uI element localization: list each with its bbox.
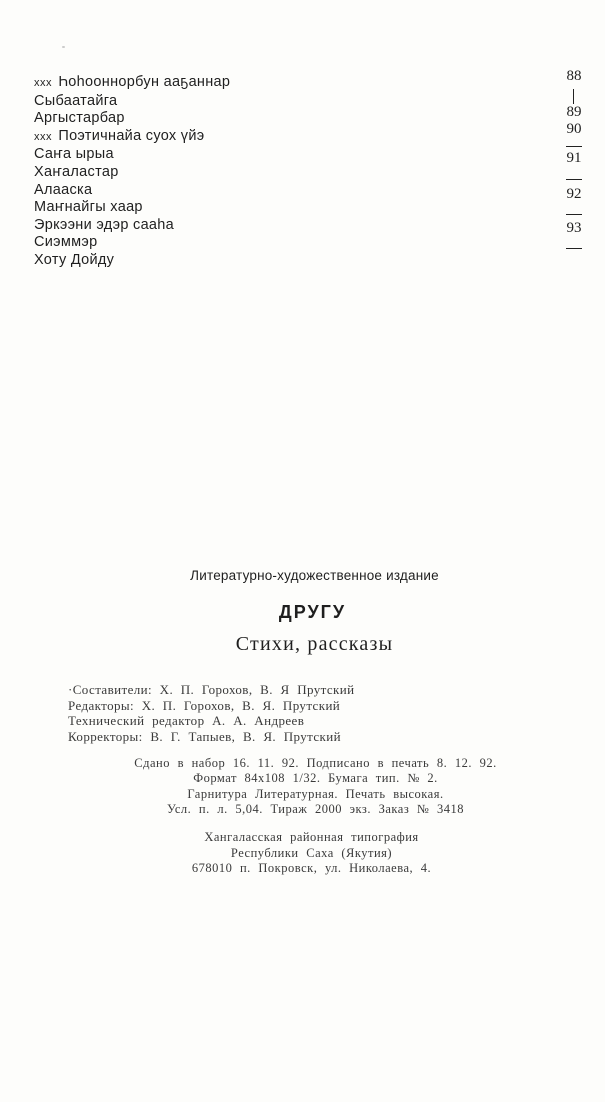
dash-divider	[566, 248, 582, 249]
toc-entry[interactable]	[34, 217, 284, 235]
toc-entry[interactable]	[34, 234, 284, 252]
toc-entry-prefix: xxx	[34, 77, 52, 89]
toc-entry-title: Алааска	[34, 181, 93, 198]
toc-entry[interactable]	[34, 110, 284, 128]
toc-entry[interactable]	[34, 74, 284, 93]
toc-entry-title: Маҥнайгы хаар	[34, 199, 143, 216]
table-of-contents	[34, 74, 284, 270]
print-info-line: Гарнитура Литературная. Печать высокая.	[187, 786, 444, 801]
dash-divider	[566, 214, 582, 215]
toc-entry-title: Поэтичнайа суох үйэ	[58, 127, 205, 144]
dash-divider	[566, 146, 582, 147]
credit-line: ·Составители: Х. П. Горохов, В. Я Прутский	[68, 682, 355, 697]
toc-entry-title: Хаҥаластар	[34, 163, 119, 180]
toc-entry[interactable]	[34, 164, 284, 182]
printer-address	[0, 830, 605, 877]
credit-line: Технический редактор А. А. Андреев	[68, 713, 305, 728]
toc-entry[interactable]	[34, 128, 284, 147]
credits	[68, 682, 354, 744]
credit-line: Редакторы: Х. П. Горохов, В. Я. Прутский	[68, 697, 341, 713]
toc-entry[interactable]	[34, 199, 284, 217]
page-number: 93	[566, 220, 582, 236]
printer-line: Республики Саха (Якутия)	[230, 845, 393, 860]
toc-entry-prefix: xxx	[34, 130, 52, 143]
page-number: 89	[566, 104, 582, 120]
toc-entry[interactable]	[34, 182, 284, 200]
toc-entry[interactable]	[34, 252, 284, 270]
print-info-line: Формат 84х108 1/32. Бумага тип. № 2.	[193, 771, 438, 786]
print-info	[0, 756, 605, 817]
toc-entry-title: Саҥа ырыа	[34, 146, 114, 163]
printer-line: Хангаласская районная типография	[204, 830, 419, 844]
toc-entry[interactable]	[34, 93, 284, 111]
page-number: 88	[566, 68, 582, 84]
print-info-line: Усл. п. л. 5,04. Тираж 2000 экз. Заказ № 3418	[167, 801, 464, 816]
book-subtitle: Стихи, рассказы	[235, 633, 394, 655]
toc-entry-title: Аргыстарбар	[34, 110, 125, 127]
toc-entry-title: Сиэммэр	[34, 234, 98, 251]
book-title: ДРУГУ	[278, 602, 347, 622]
toc-entry-title: Сыбаатайга	[34, 92, 118, 109]
print-info-line: Сдано в набор 16. 11. 92. Подписано в печать 8. 12. 92.	[134, 756, 497, 770]
toc-entry-title: Эркээни эдэр сааһа	[34, 216, 175, 233]
dash-divider	[566, 179, 582, 180]
page-number: 91	[566, 150, 582, 166]
speck	[62, 46, 65, 48]
toc-entry[interactable]	[34, 146, 284, 164]
printer-line: 678010 п. Покровск, ул. Николаева, 4.	[191, 861, 432, 875]
edition-type: Литературно-художественное издание	[190, 568, 439, 583]
toc-entry-title: Хоту Дойду	[34, 251, 115, 268]
page-number: 92	[566, 186, 582, 202]
toc-entry-title: Һоһооннорбун ааҕаннар	[58, 74, 231, 90]
page-number: 90	[566, 121, 582, 137]
credit-line: Корректоры: В. Г. Тапыев, В. Я. Прутский	[68, 728, 341, 744]
brace-divider	[573, 89, 574, 104]
